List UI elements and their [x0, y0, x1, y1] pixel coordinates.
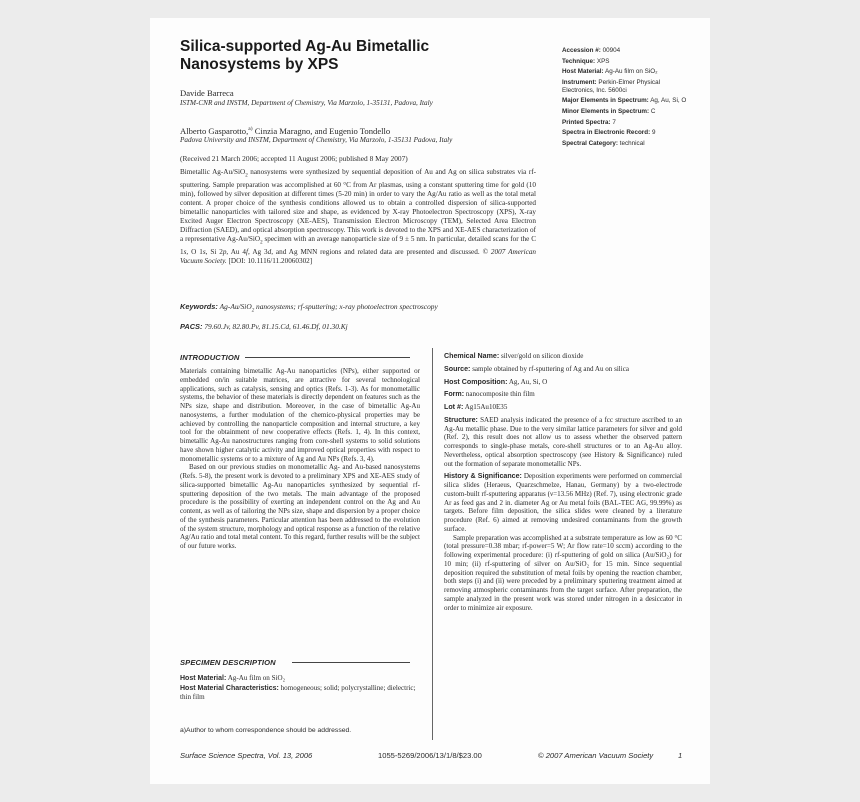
pacs: PACS: 79.60.Jv, 82.80.Pv, 81.15.Cd, 61.46.Df, 01.30.Kj: [180, 322, 348, 331]
specimen-heading: SPECIMEN DESCRIPTION: [180, 658, 276, 667]
footer-journal: Surface Science Spectra, Vol. 13, 2006: [180, 751, 313, 760]
host-composition: Host Composition: Ag, Au, Si, O: [444, 377, 548, 386]
specimen-details: [180, 674, 428, 702]
lot-number: Lot #: Ag15Au10E35: [444, 403, 508, 411]
sidebar-row: Printed Spectra: 7: [562, 118, 616, 126]
intro-rule: [245, 357, 410, 358]
author-2-note: a): [248, 126, 253, 132]
history-significance: History & Significance: Deposition experiments were performed on commercial silica slides (Heraeus, Quarzschmelze, Hanau, Germany) by a two-electrode custom-built rf-sputtering apparatus (ν=13.56 MHz) (Ref. 7), using electronic grade Ar as feed gas and 2 in. diameter Ag or Au metal foils (BAL-TEC AG, 99.99%) as targets. Before film deposition, the silica slides were cleaned by a literature procedure (Ref. 6) aimed at removing undesired contaminants from the growth surface. Sample preparation was accomplished at a substrate temperature as low as 60 °C (total pressure=0.38 mbar; rf-power=5 W; Ar flow rate=10 sccm) according to the following experimental procedure: (i) rf-sputtering of gold on silica (Au/SiO₂) for 10 min; (ii) rf-sputtering of silver on Au/SiO₂ for 15 min. Since sequential deposition required the substitution of metal foils by opening the reaction chamber, both steps (i) and (ii) were preceded by a preliminary sputtering treatment aimed at removing atmospheric contaminants from the target surface. After preparation, the sample analyzed in the present work was stored under nitrogen in a desiccator in order to minimize air exposure.: [444, 472, 683, 612]
keywords: Keywords: Ag-Au/SiO$_2$ nanosystems; rf-sputtering; x-ray photoelectron spectroscopy: [180, 302, 438, 314]
abstract: Bimetallic Ag-Au/SiO$_2$ nanosystems were synthesized by sequential deposition of Au and Ag on silica substrates via rf-sputtering. Sample preparation was accomplished at 60 °C from Ar plasmas, using a constant sputtering time for gold (10 min), followed by silver deposition at different times (5-20 min) in order to vary the Ag/Au ratio as well as the total metal content. A proper choice of the synthesis conditions allowed us to obtain a controlled dispersion of silica-supported bimetallic nanoparticles with tailored size and shape, as evidenced by X-ray Photoelectron Spectroscopy (XPS), X-ray Excited Auger Electron Spectroscopy (XE-AES), Transmission Electron Microscopy (TEM), Selected Area Electron Diffraction (SAED), and optical absorption spectroscopy. This work is devoted to the XPS and XE-AES characterization of a representative Ag-Au/SiO$_2$ specimen with an average nanoparticle size of 9 ± 5 nm. In particular, detailed scans for the C 1s, O 1s, Si 2p, Au 4f, Ag 3d, and Ag MNN regions and related data are presented and discussed. © 2007 American Vacuum Society. [DOI: 10.1116/11.20060302]: [180, 168, 537, 266]
sidebar-row: Technique: XPS: [562, 57, 610, 65]
record-sidebar: [562, 47, 687, 150]
intro-paragraph-2: Based on our previous studies on monometallic Ag- and Au-based nanosystems (Refs. 5-8), the present work is devoted to a preliminary XPS and XE-AES study of silica-supported bimetallic Ag-Au nanoparticles synthesized by sequential rf-sputtering deposition of the two metals. The main advantage of the proposed procedure is the possibility of exerting an independent control on the Ag and Au content, as well as of tailoring the NPs size, shape and dispersion by a proper choice of the synthesis parameters. Particular attention has been addressed to the evolution of the system structure, morphology and optical response as a function of the relative Ag/Au ratio and total metal content. To this regard, further results will be the subject of our future works.: [180, 463, 420, 550]
author-2: [180, 124, 390, 136]
chemical-name: Chemical Name: silver/gold on silicon dioxide: [444, 352, 584, 360]
page-number: 1: [678, 751, 683, 760]
form: Form: nanocomposite thin film: [444, 390, 535, 399]
spec-characteristics: Host Material Characteristics: homogeneous; solid; polycrystalline; dielectric; thin film: [180, 683, 416, 702]
right-column: [444, 352, 682, 616]
sidebar-row: Instrument: Perkin-Elmer Physical Electronics, Inc. 5600ci: [562, 78, 660, 94]
author-1: Davide Barreca: [180, 88, 234, 98]
article-title: [180, 38, 510, 74]
sidebar-row: Host Material: Ag-Au film on SiO₂: [562, 68, 658, 76]
author-2-others: Cinzia Maragno, and Eugenio Tondello: [252, 125, 391, 136]
source: Source: sample obtained by rf-sputtering of Ag and Au on silica: [444, 364, 629, 373]
abstract-doi: [DOI: 10.1116/11.20060302]: [228, 257, 313, 266]
abstract-copyright: © 2007 American Vacuum Society.: [180, 248, 537, 266]
author-2-name: Alberto Gasparotto,: [180, 125, 249, 136]
column-divider: [432, 348, 433, 740]
affiliation-1: ISTM-CNR and INSTM, Department of Chemistry, Via Marzolo, 1-35131, Padova, Italy: [180, 99, 433, 107]
sidebar-row: Minor Elements in Spectrum: C: [562, 107, 656, 115]
title-line-1: Silica-supported Ag-Au Bimetallic: [180, 38, 430, 55]
affiliation-2: Padova University and INSTM, Department of Chemistry, Via Marzolo, 1-35131 Padova, Italy: [180, 136, 453, 144]
intro-body: [180, 367, 420, 551]
received-dates: (Received 21 March 2006; accepted 11 August 2006; published 8 May 2007): [180, 154, 408, 163]
footer-code: 1055-5269/2006/13/1/8/$23.00: [378, 751, 482, 760]
spec-host: Host Material: Ag-Au film on SiO₂: [180, 674, 286, 682]
intro-paragraph-1: Materials containing bimetallic Ag-Au nanoparticles (NPs), either supported or embedded on/in suitable matrices, are attractive for several technological applications, such as catalysis, sensing and optics (Refs. 1-3). As for monometallic systems, the behavior of these materials is directly dependent on features such as the NPs size, shape and distribution. Moreover, in the case of bimetallic Ag-Au nanosystems, a further modulation of the chemico-physical properties may be achieved by controlling the nanoparticle composition and internal structure, a key tool for the obtainment of new cooperative effects (Refs. 1, 4). In this context, bimetallic Ag-Au nanostructures ranging from core-shell systems to solid solutions have shown higher catalytic activity and improved optical properties with respect to monometallic systems or to a mixture of Ag and Au NPs (Refs. 3, 4).: [180, 367, 420, 463]
sidebar-row: Spectral Category: technical: [562, 139, 645, 147]
intro-heading: INTRODUCTION: [180, 353, 240, 362]
footnote: a)Author to whom correspondence should be addressed.: [180, 727, 352, 734]
footer-copyright: © 2007 American Vacuum Society: [538, 751, 654, 760]
structure: Structure: SAED analysis indicated the presence of a fcc structure ascribed to an Ag-Au metallic phase. Due to the very similar lattice parameters for silver and gold (Ref. 2), this result does not allow us to assess whether the observed pattern corresponds to single-phase metals, core-shell structures or to an Ag-Au alloy. Nevertheless, optical absorption spectroscopy (see History & Significance) ruled out the formation of separate monometallic NPs.: [444, 415, 682, 468]
title-line-2: Nanosystems by XPS: [180, 56, 339, 73]
sidebar-row: Major Elements in Spectrum: Ag, Au, Si, O: [562, 97, 687, 105]
sidebar-row: Accession #: 00904: [562, 47, 621, 54]
specimen-rule: [292, 662, 410, 663]
sidebar-row: Spectra in Electronic Record: 9: [562, 129, 656, 137]
